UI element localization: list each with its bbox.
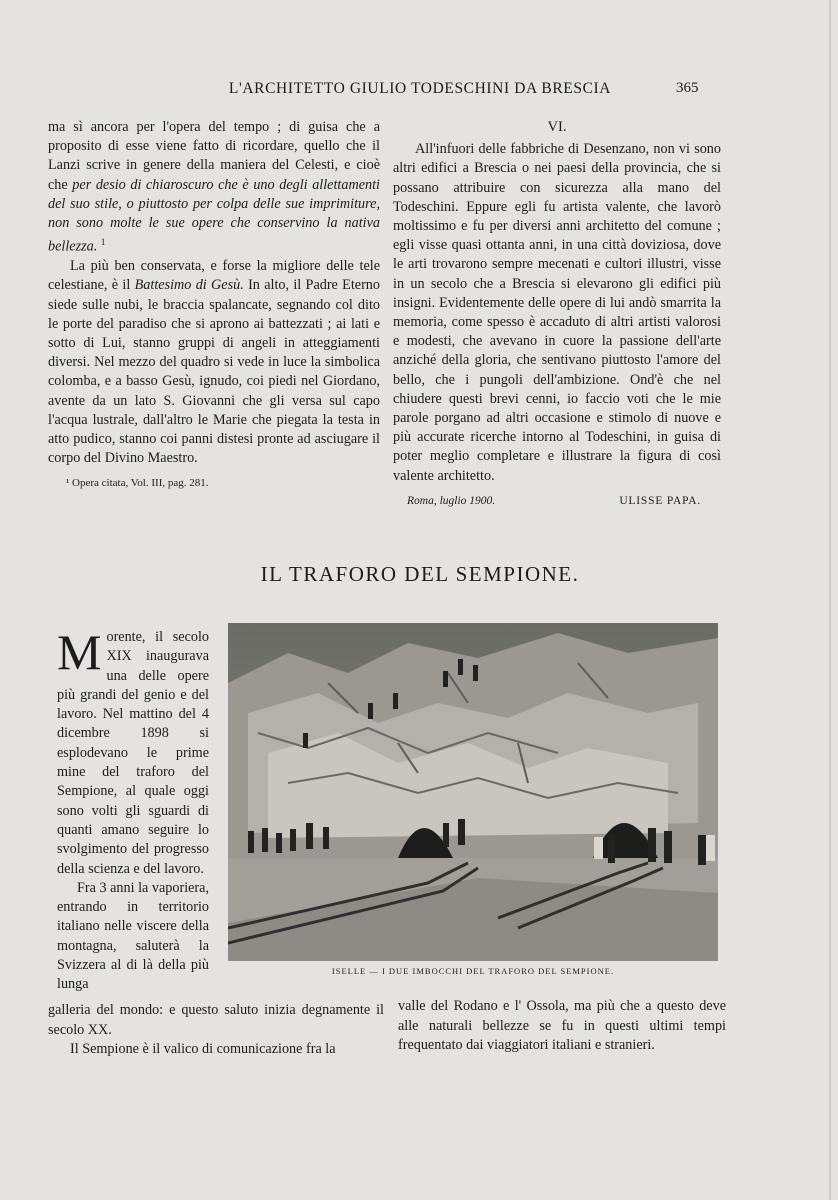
intro-column bbox=[57, 624, 209, 995]
running-header: L'ARCHITETTO GIULIO TODESCHINI DA BRESCIA bbox=[228, 80, 612, 97]
right-paragraph: All'infuori delle fabbriche di Desenzano, non vi sono altri edifici a Brescia o nei paesi della provincia, che si possano attribuire con sicurezza alla mano del Todeschini. Eppure egli fu artista valente, che lavorò moltissimo e fu per diversi anni architetto del comune ; egli visse quasi ottanta anni, in una città doviziosa, dove le arti trovarono sempre mecenati e cultori illustri, visse in un secolo che a Brescia si elevarono gli edifici più insigni. Evidentemente delle opere di lui andò smarrita la memoria, come spesso è accaduto di altri artisti valorosi e modesti, che avevano in cuore la passione dell'arte anziché della gloria, che sentivano piuttosto l'amore del bello, che i pungoli dell'ambizione. Ond'è che nel chiudere questi brevi cenni, io faccio voti che le mie parole porgano ad altri occasione e stimolo di nuove e più accurate ricerche intorno al Todeschini, in guisa di poter meglio completare e illustrare la figura di così valente architetto. bbox=[393, 141, 721, 484]
signature-row bbox=[393, 492, 721, 511]
photo-caption: ISELLE — I DUE IMBOCCHI DEL TRAFORO DEL SEMPIONE. bbox=[331, 966, 615, 976]
footnote: ¹ Opera citata, Vol. III, pag. 281. bbox=[66, 477, 209, 490]
page-edge bbox=[829, 0, 831, 1200]
bottom-left-paragraph-2: Il Sempione è il valico di comunicazione fra la bbox=[70, 1041, 336, 1058]
left-paragraph-1: ma sì ancora per l'opera del tempo ; di guisa che a proposito di esse viene fatto di ricordare, quello che il Lanzi scrive in genere della maniera del Celesti, e cioè che per desio di chiaroscuro che è uno degli allettamenti del suo stile, o piuttosto per colpa delle sue imprimiture, non sono molte le sue opere che conservino la nativa bellezza. $^1$ bbox=[48, 119, 380, 255]
tunnel-photograph bbox=[228, 623, 718, 961]
left-column bbox=[48, 118, 380, 494]
bottom-left-paragraph-1: galleria del mondo: e questo saluto inizia degnamente il secolo XX. bbox=[48, 1002, 384, 1038]
section-number: VI. bbox=[547, 119, 567, 135]
footnote-ref: 1 bbox=[100, 237, 106, 248]
painting-title: Battesimo di Gesù. bbox=[134, 277, 244, 294]
lanzi-quote: per desio di chiaroscuro che è uno degli allettamenti del suo stile, o piuttosto per colpa delle sue imprimiture, non sono molte le sue opere che conservino la nativa bellezza. bbox=[48, 176, 380, 255]
bottom-right-column: valle del Rodano e l' Ossola, ma più che a questo deve alle naturali bellezze se fu in questi ultimi tempi frequentato dai viaggiatori italiani e stranieri. bbox=[398, 998, 726, 1054]
place-date: Roma, luglio 1900. bbox=[407, 494, 496, 507]
drop-cap: M bbox=[57, 624, 102, 680]
bottom-left-column bbox=[48, 1001, 384, 1060]
author-name: ULISSE PAPA. bbox=[619, 494, 701, 507]
intro-paragraph: orente, il secolo XIX inaugurava una delle opere più grandi del genio e del lavoro. Nel mattino del 4 dicembre 1898 si esplodevano le prime mine del traforo del Sempione, al quale oggi sono volti gli sguardi di quanti amano seguire lo svolgimento del progresso della scienza e del lavoro. bbox=[57, 629, 209, 877]
tunnel-photo-illustration bbox=[228, 623, 718, 961]
page-number: 365 bbox=[676, 80, 699, 96]
left-paragraph-2: La più ben conservata, e forse la migliore delle tele celestiane, è il Battesimo di Gesù. In alto, il Padre Eterno siede sulle nubi, le braccia spalancate, segnando col dito le porte del paradiso che si aprono ai battezzati ; ai lati e sotto di Lui, stanno gruppi di angeli in atteggiamenti diversi. Nel mezzo del quadro si vede in luce la simbolica colomba, e a basso Gesù, ignudo, coi piedi nel Giordano, avente da un lato S. Giovanni che gli versa sul capo l'acqua lustrale, dall'altro le Marie che piegata la testa in atto pudico, stanno coi panni distesi pronte ad asciugare il corpo del Divino Maestro. bbox=[48, 258, 380, 467]
right-column bbox=[393, 118, 721, 511]
article-title: IL TRAFORO DEL SEMPIONE. bbox=[260, 562, 580, 586]
intro-paragraph-2: Fra 3 anni la vaporiera, entrando in territorio italiano nelle viscere della montagna, saluterà la Svizzera al di là della più lunga bbox=[57, 879, 209, 993]
